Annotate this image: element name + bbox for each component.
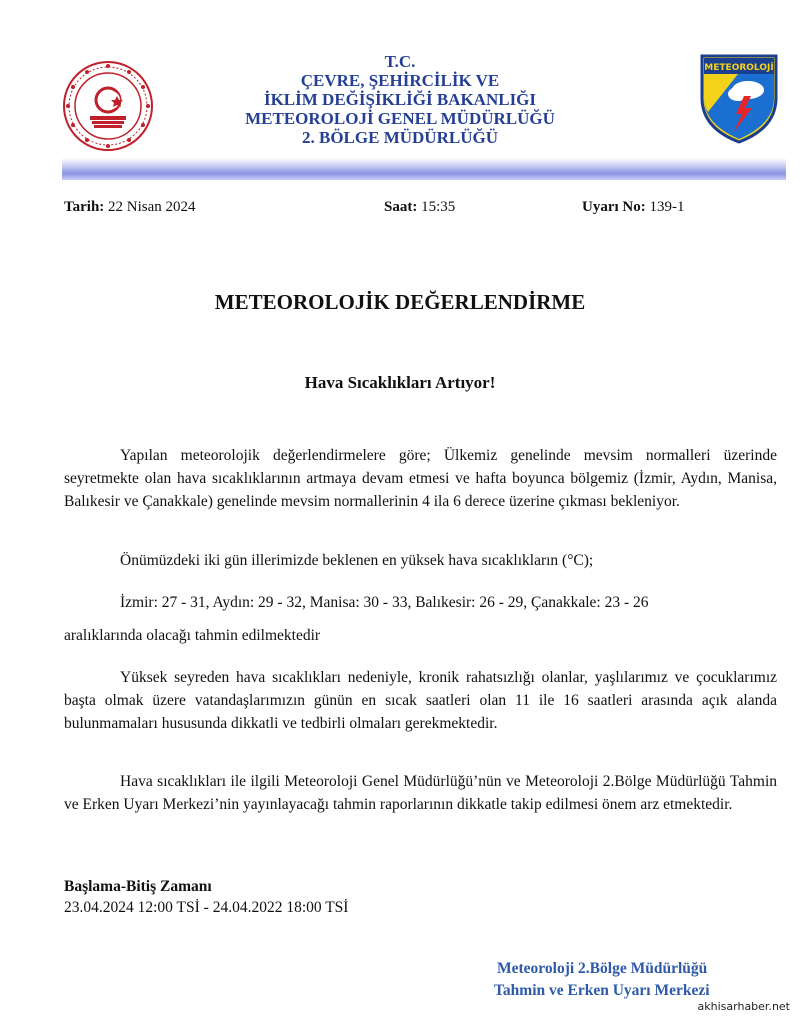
- paragraph-health-warning: [64, 666, 777, 735]
- ministry-seal-logo: [62, 60, 154, 152]
- paragraph-ranges-note: aralıklarında olacağı tahmin edilmektedir: [64, 627, 321, 644]
- time-label: Saat:: [384, 199, 418, 215]
- header-line-region: 2. BÖLGE MÜDÜRLÜĞÜ: [302, 128, 498, 147]
- meteoroloji-shield-logo: [698, 52, 780, 144]
- date-label: Tarih:: [64, 199, 105, 215]
- site-watermark: akhisarhaber.net: [697, 1000, 790, 1013]
- time-field: [384, 199, 455, 216]
- signature-line-2: Tahmin ve Erken Uyarı Merkezi: [494, 982, 710, 999]
- header-line-tc: T.C.: [384, 52, 416, 71]
- signature-line-1: Meteoroloji 2.Bölge Müdürlüğü: [497, 960, 708, 977]
- warning-number-field: [582, 199, 685, 216]
- date-field: [64, 199, 196, 216]
- meteo-logo-text: METEOROLOJİ: [704, 63, 774, 73]
- header-divider-bar: [62, 158, 786, 180]
- validity-label: Başlama-Bitiş Zamanı: [64, 878, 212, 895]
- paragraph-health-warning-text: Yüksek seyreden hava sıcaklıkları nedeniyle, kronik rahatsızlığı olanlar, yaşlılarımız ve çocuklarımız başta olmak üzere vatandaşlarımızın günün en sıcak saatleri olan 11 ile 16 saatleri arasında açık alanda bulunmamaları hususunda dikkatli ve tedbirli olmaları gerekmektedir.: [64, 669, 777, 732]
- date-value: 22 Nisan 2024: [108, 199, 196, 215]
- paragraph-forecast: [64, 444, 777, 513]
- validity-value: 23.04.2024 12:00 TSİ - 24.04.2022 18:00 TSİ: [64, 899, 349, 916]
- header-line-directorate: METEOROLOJİ GENEL MÜDÜRLÜĞÜ: [245, 109, 555, 128]
- paragraph-temperatures-intro: Önümüzdeki iki gün illerimizde beklenen en yüksek hava sıcaklıkların (°C);: [120, 552, 594, 569]
- header-line-ministry-1: ÇEVRE, ŞEHİRCİLİK VE: [300, 71, 500, 90]
- paragraph-follow-reports-text: Hava sıcaklıkları ile ilgili Meteoroloji Genel Müdürlüğü’nün ve Meteoroloji 2.Bölge Müdürlüğü Tahmin ve Erken Uyarı Merkezi’nin yayınlayacağı tahmin raporlarının dikkatle takip edilmesi önem arz etmektedir.: [64, 773, 777, 813]
- time-value: 15:35: [421, 199, 456, 215]
- warning-value: 139-1: [649, 199, 685, 215]
- header-line-ministry-2: İKLİM DEĞİŞİKLİĞİ BAKANLIĞI: [263, 90, 537, 109]
- paragraph-city-ranges: İzmir: 27 - 31, Aydın: 29 - 32, Manisa: 30 - 33, Balıkesir: 26 - 29, Çanakkale: 23 - 26: [120, 594, 649, 611]
- paragraph-forecast-text: Yapılan meteorolojik değerlendirmelere göre; Ülkemiz genelinde mevsim normalleri üzerinde seyretmekte olan hava sıcaklıklarının artmaya devam etmesi ve hafta boyunca bölgemiz (İzmir, Aydın, Manisa, Balıkesir ve Çanakkale) genelinde mevsim normallerinin 4 ila 6 derece üzerine çıkması bekleniyor.: [64, 447, 777, 510]
- document-subtitle: Hava Sıcaklıkları Artıyor!: [304, 373, 496, 392]
- document-title: METEOROLOJİK DEĞERLENDİRME: [214, 290, 586, 314]
- warning-label: Uyarı No:: [582, 199, 646, 215]
- paragraph-follow-reports: [64, 770, 777, 816]
- header-title-block: [210, 52, 590, 147]
